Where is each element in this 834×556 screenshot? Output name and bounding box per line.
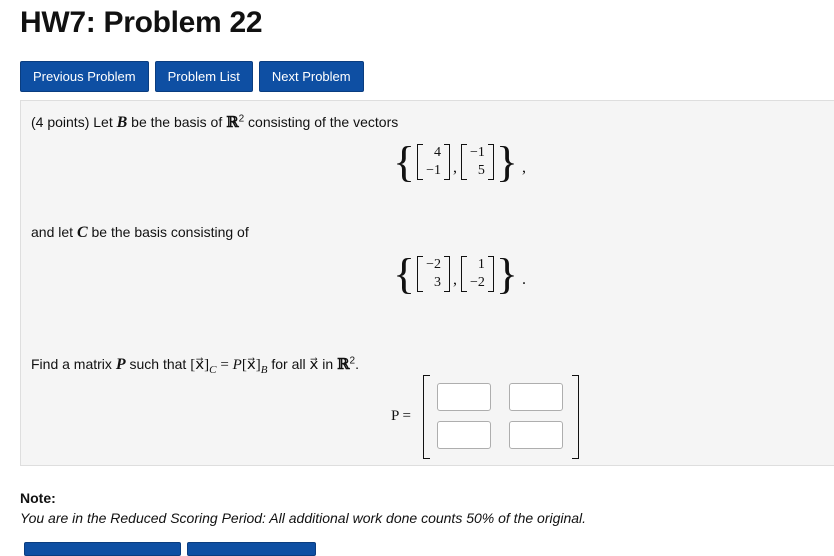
page-title: HW7: Problem 22	[20, 6, 263, 39]
right-brace: }	[495, 249, 518, 298]
left-brace: {	[393, 137, 416, 186]
problem-intro	[31, 113, 398, 132]
vector-entry: 4	[434, 145, 441, 160]
find-text-4: in	[322, 356, 334, 372]
rhs-subscript: B	[260, 364, 268, 376]
c-text-2: be the basis consisting of	[91, 224, 249, 240]
vector-entry: −2	[470, 275, 485, 290]
find-text-2: such that	[129, 356, 187, 372]
problem-nav	[20, 61, 364, 92]
intro-text: Let	[93, 114, 113, 130]
next-problem-button[interactable]: Next Problem	[259, 61, 364, 92]
vector-entry: 1	[477, 257, 485, 272]
answer-cell-2-2[interactable]	[509, 421, 563, 449]
space-symbol: ℝ	[226, 113, 239, 131]
points-label: (4 points)	[31, 114, 90, 130]
matrix-p-label: P =	[391, 408, 411, 424]
right-brace: }	[495, 137, 518, 186]
note-text: You are in the Reduced Scoring Period: All additional work done counts 50% of the original.	[20, 510, 587, 526]
left-brace: {	[393, 249, 416, 298]
basis-c-symbol: C	[76, 224, 88, 241]
matrix-p-symbol: P	[115, 356, 126, 373]
lhs-subscript: C	[209, 364, 217, 376]
previous-problem-button[interactable]: Previous Problem	[20, 61, 149, 92]
equals-sign: =	[220, 357, 229, 373]
find-end: .	[355, 356, 359, 372]
basis-b-vector-1	[417, 144, 450, 180]
lhs-vector: [x⃗]	[190, 357, 210, 373]
find-matrix-text	[31, 355, 359, 376]
matrix-left-bracket	[423, 375, 430, 459]
space-exponent: 2	[349, 355, 356, 367]
lhs-expression	[190, 357, 217, 376]
set-punct: ,	[522, 159, 526, 176]
vector-entry: 5	[477, 163, 485, 178]
basis-b-vector-2	[461, 144, 494, 180]
bottom-button-2[interactable]	[187, 542, 316, 556]
answer-matrix	[423, 375, 579, 459]
problem-list-button[interactable]: Problem List	[155, 61, 253, 92]
problem-box	[20, 100, 834, 466]
rhs-p: P	[232, 357, 242, 373]
basis-b-set: { 4 −1 , −1 5 } ,	[393, 137, 526, 186]
x-vector: x⃗	[309, 357, 319, 373]
vector-entry: −1	[426, 163, 441, 178]
basis-c-set: { −2 3 , 1 −2 } .	[393, 249, 526, 298]
vector-entry: −2	[426, 257, 441, 272]
vector-entry: 3	[434, 275, 441, 290]
answer-cell-1-1[interactable]	[437, 383, 491, 411]
c-text-1: and let	[31, 224, 74, 240]
intro-text-2: be the basis of	[131, 114, 223, 130]
space-symbol: ℝ	[337, 355, 350, 373]
answer-cell-1-2[interactable]	[509, 383, 563, 411]
space-exponent: 2	[238, 113, 245, 125]
matrix-right-bracket	[572, 375, 579, 459]
bottom-button-1[interactable]	[24, 542, 181, 556]
basis-c-vector-2	[461, 256, 494, 292]
basis-c-vector-1	[417, 256, 450, 292]
rhs-expression	[232, 357, 268, 376]
find-text-3: for all	[271, 356, 306, 372]
set-punct: .	[522, 271, 526, 288]
basis-c-text	[31, 224, 249, 242]
basis-b-symbol: B	[116, 114, 128, 131]
rhs-vector: [x⃗]	[241, 357, 261, 373]
vector-entry: −1	[470, 145, 485, 160]
answer-cell-2-1[interactable]	[437, 421, 491, 449]
note-heading: Note:	[20, 490, 56, 506]
find-text-1: Find a matrix	[31, 356, 112, 372]
intro-text-3: consisting of the vectors	[248, 114, 399, 130]
